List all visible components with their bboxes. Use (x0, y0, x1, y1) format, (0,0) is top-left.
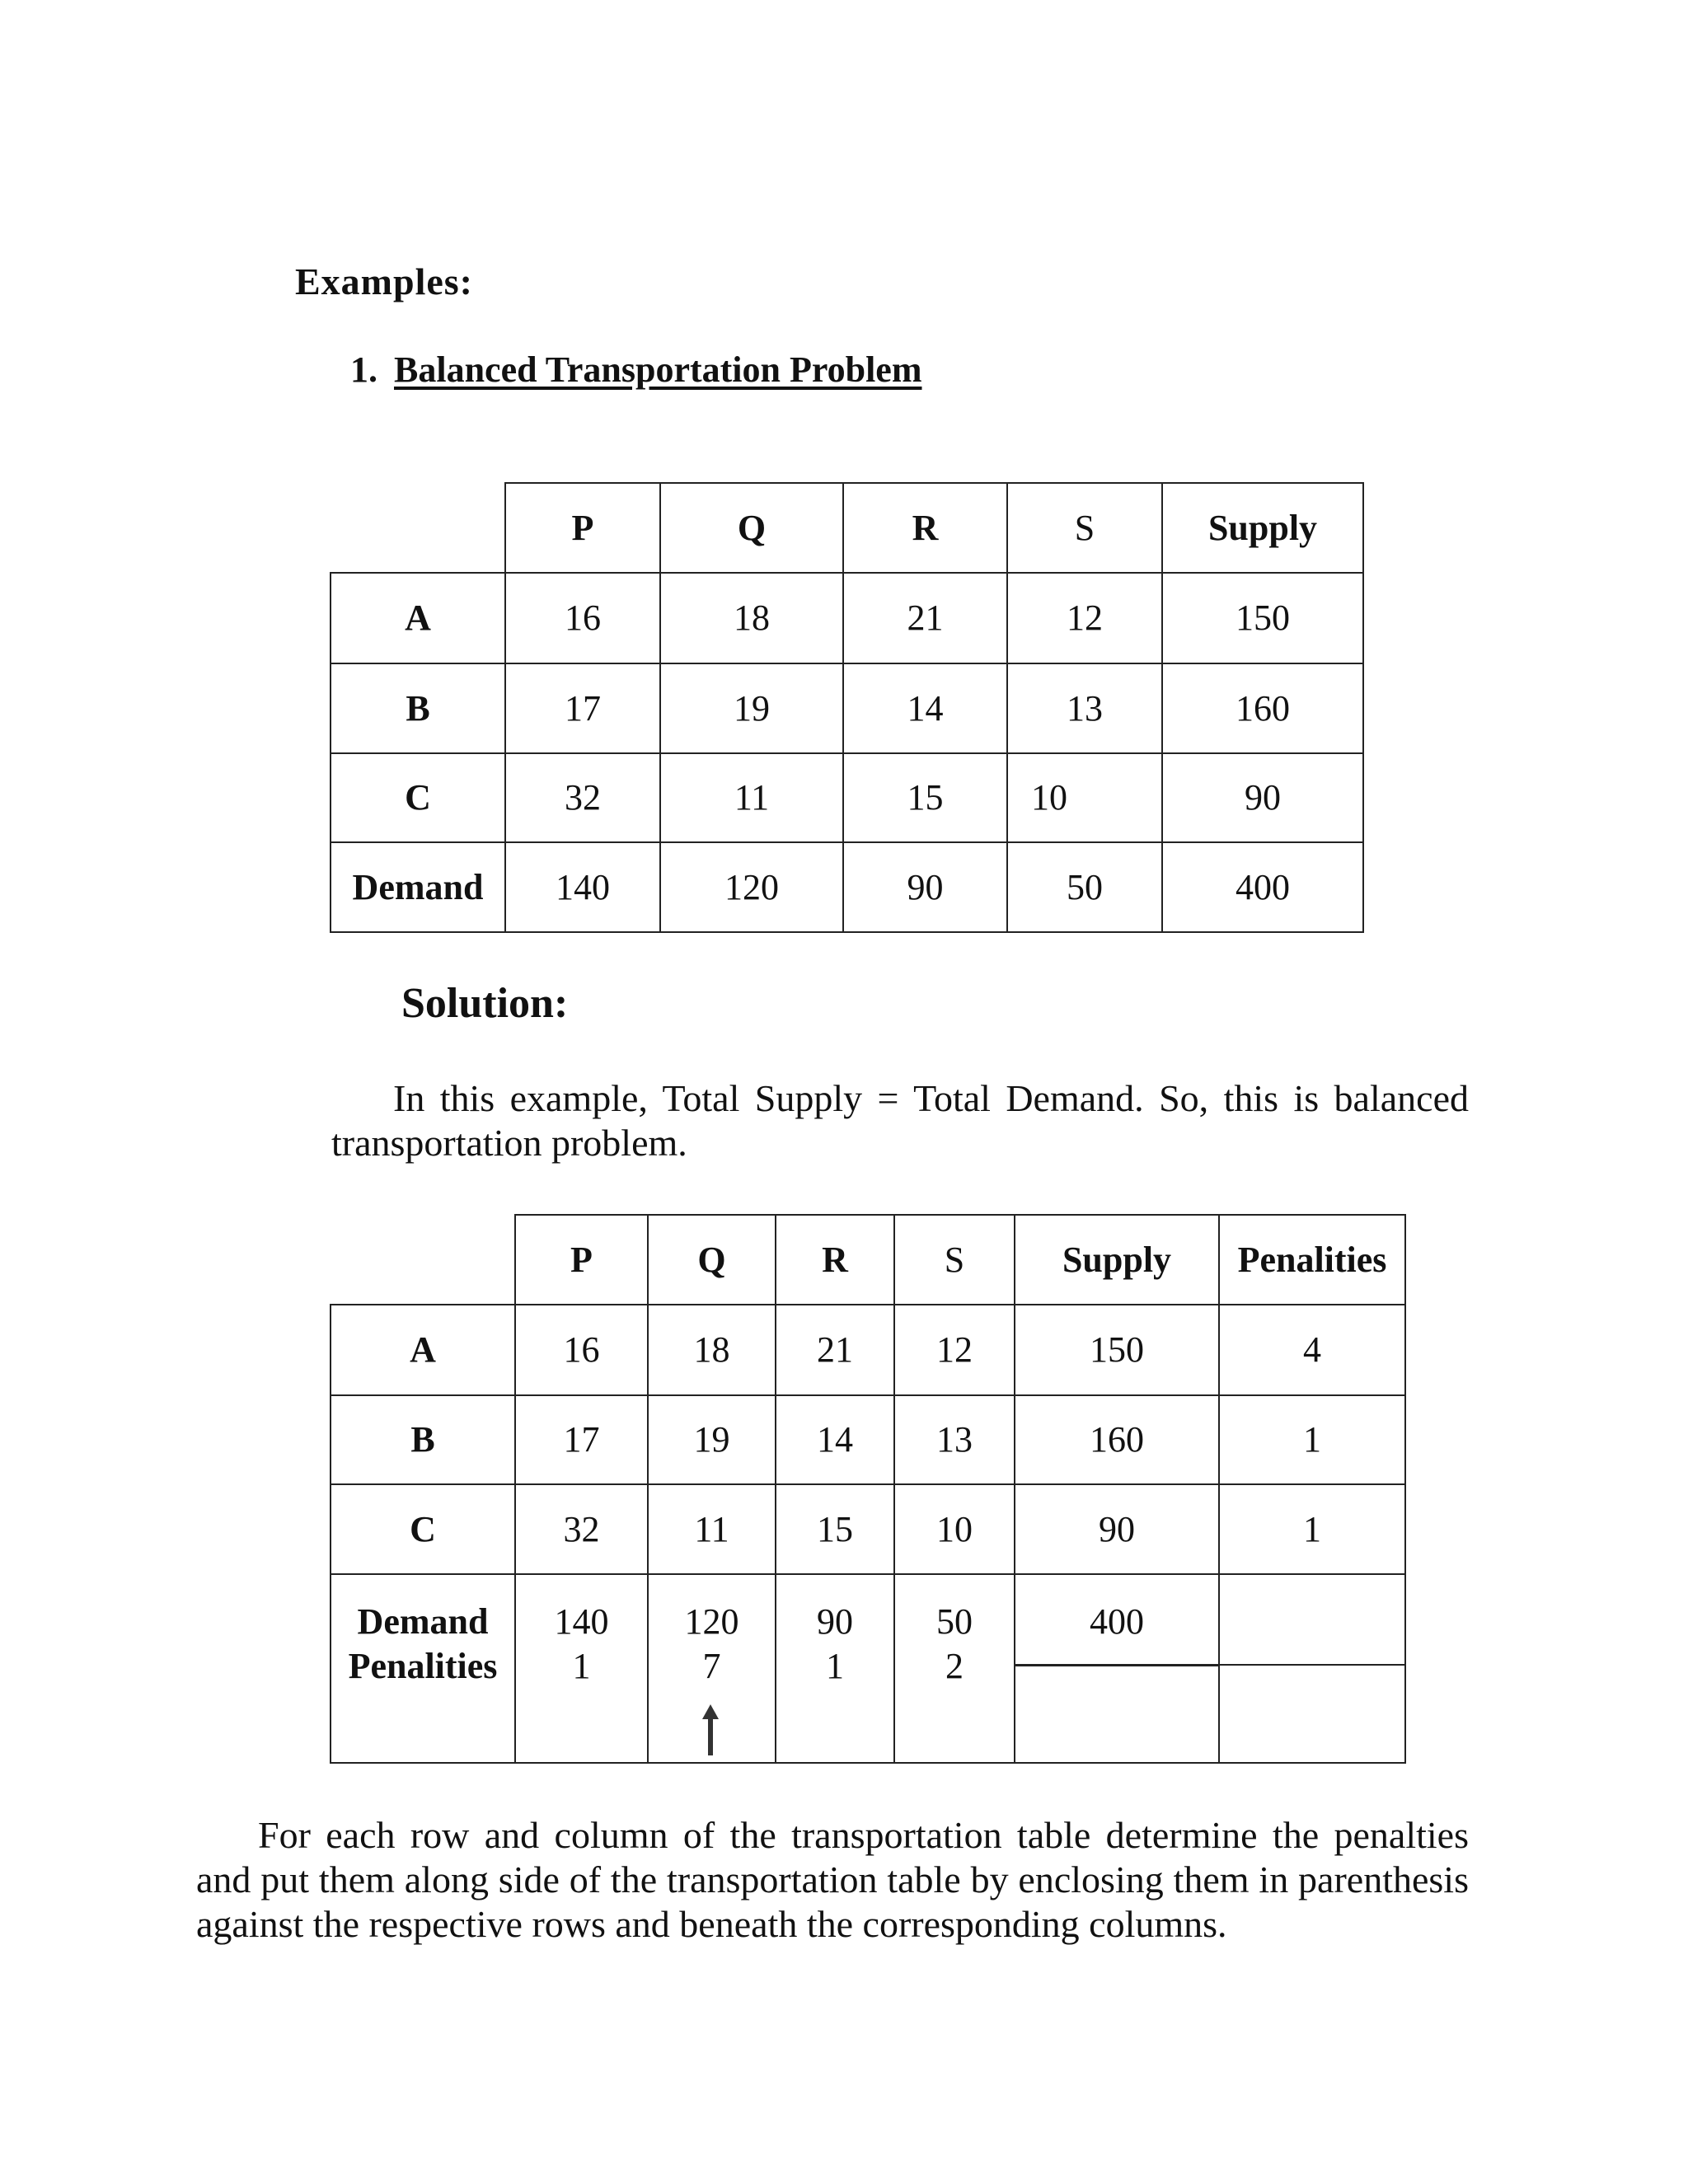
table2-col-header: Supply (1014, 1214, 1220, 1305)
table1-cell: 11 (659, 752, 844, 843)
table1-col-header: Supply (1161, 482, 1364, 574)
table1-cell: 32 (504, 752, 661, 843)
table2-col-header: P (514, 1214, 649, 1305)
table2-cell: 15 (775, 1483, 895, 1575)
table2-col-header: Q (647, 1214, 776, 1305)
table2-col-header: R (775, 1214, 895, 1305)
table2-cell: 17 (514, 1394, 649, 1485)
table2-row-label: B (330, 1394, 516, 1485)
table2-empty-cell (1218, 1573, 1406, 1666)
table2-row-label: C (330, 1483, 516, 1575)
table1-col-header: S (1006, 482, 1163, 574)
demand-value: 90 (817, 1601, 853, 1642)
table1-cell: 17 (504, 663, 661, 754)
table1-cell: 50 (1006, 841, 1163, 933)
table1-row-label: C (330, 752, 506, 843)
column-penalty: 7 (702, 1646, 721, 1686)
table1-cell: 19 (659, 663, 844, 754)
table2-cell: 32 (514, 1483, 649, 1575)
table2-cell: 16 (514, 1304, 649, 1396)
table2-penalty-cell: 4 (1218, 1304, 1406, 1396)
table2-cell: 12 (893, 1304, 1015, 1396)
table2-cell: 150 (1014, 1304, 1220, 1396)
column-penalty: 2 (945, 1646, 964, 1686)
solution-heading: Solution: (401, 980, 569, 1027)
table2-col-header: Penalities (1218, 1214, 1406, 1305)
table2-demand-penalty-cell (893, 1573, 1015, 1764)
table1-col-header: P (504, 482, 661, 574)
table1-row-label: B (330, 663, 506, 754)
table1-cell: 140 (504, 841, 661, 933)
problem-title: Balanced Transportation Problem (394, 349, 922, 390)
table1-cell: 400 (1161, 841, 1364, 933)
table2-row-label: A (330, 1304, 516, 1396)
demand-label: Demand (357, 1601, 489, 1642)
table1-cell: 21 (842, 572, 1008, 664)
table1-cell: 120 (659, 841, 844, 933)
table2-cell: 18 (647, 1304, 776, 1396)
table1-cell: 14 (842, 663, 1008, 754)
table1-cell: 150 (1161, 572, 1364, 664)
table2-demand-penalty-cell (1014, 1573, 1220, 1764)
explanation-paragraph: For each row and column of the transportation table determine the penalties and put them along side of the transportation table by enclosing them in parenthesis against the respective rows and beneath the corresponding columns. (196, 1814, 1469, 1945)
table1-cell: 160 (1161, 663, 1364, 754)
table2-penalty-cell: 1 (1218, 1483, 1406, 1575)
table1-col-header: R (842, 482, 1008, 574)
column-penalty: 1 (572, 1646, 591, 1686)
table2-empty-cell (1218, 1664, 1406, 1764)
table1-col-header: Q (659, 482, 844, 574)
table2-cell: 19 (647, 1394, 776, 1485)
table1-cell: 13 (1006, 663, 1163, 754)
table2-row-label-pair (330, 1573, 516, 1764)
examples-heading: Examples: (295, 260, 473, 302)
demand-value: 400 (1090, 1601, 1144, 1642)
table1-cell: 10 (1006, 752, 1163, 843)
problem-heading (350, 349, 921, 391)
table2-cell: 21 (775, 1304, 895, 1396)
table1-cell: 90 (1161, 752, 1364, 843)
table2-cell: 90 (1014, 1483, 1220, 1575)
table2-cell: 160 (1014, 1394, 1220, 1485)
table2-penalty-cell: 1 (1218, 1394, 1406, 1485)
demand-value: 120 (684, 1601, 739, 1642)
table1-cell: 15 (842, 752, 1008, 843)
row-divider (1014, 1664, 1220, 1666)
solution-paragraph: In this example, Total Supply = Total Demand. So, this is balanced transportation problem. (331, 1077, 1469, 1164)
table1-cell: 90 (842, 841, 1008, 933)
table2-cell: 10 (893, 1483, 1015, 1575)
table2-cell: 14 (775, 1394, 895, 1485)
table1-cell: 12 (1006, 572, 1163, 664)
table1-cell: 18 (659, 572, 844, 664)
table1-row-label: Demand (330, 841, 506, 933)
table2-demand-penalty-cell (514, 1573, 649, 1764)
demand-value: 140 (554, 1601, 609, 1642)
up-arrow-icon (701, 1704, 720, 1755)
table2-cell: 11 (647, 1483, 776, 1575)
table2-col-header: S (893, 1214, 1015, 1305)
column-penalty: 1 (826, 1646, 844, 1686)
table2-demand-penalty-cell (775, 1573, 895, 1764)
penalties-label: Penalities (348, 1646, 498, 1686)
problem-number: 1. (350, 349, 377, 390)
table2-cell: 13 (893, 1394, 1015, 1485)
demand-value: 50 (936, 1601, 973, 1642)
table1-row-label: A (330, 572, 506, 664)
table1-cell: 16 (504, 572, 661, 664)
